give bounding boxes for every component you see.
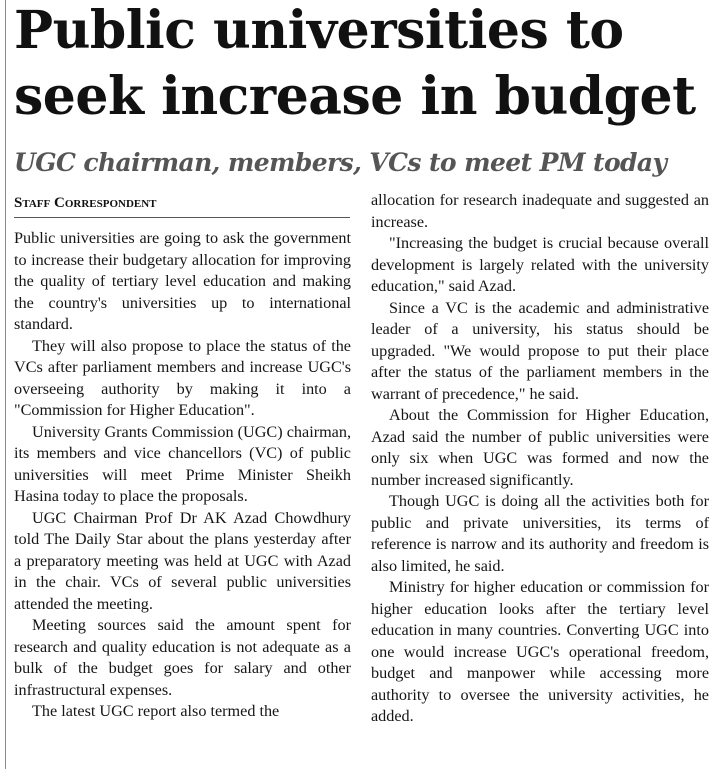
paragraph: Since a VC is the academic and administrative leader of a university, his status should be upgraded. "We would propose to put their place after the status of the parliament members in the warrant of precedence," he said. [371,298,709,403]
column-rule [5,0,6,769]
paragraph: The latest UGC report also termed the [32,702,280,720]
article-column-right [371,190,709,728]
byline-divider [14,217,350,218]
paragraph: "Increasing the budget is crucial because overall development is largely related with the university education," said Azad. [371,234,709,295]
headline: Public universities to seek increase in budget [14,0,696,127]
paragraph: University Grants Commission (UGC) chairman, its members and vice chancellors (VC) of public universities will meet Prime Minister Sheikh Hasina today to place the proposals. [14,422,351,505]
paragraph: About the Commission for Higher Education, Azad said the number of public universities were only six when UGC was formed and now the number increased significantly. [371,406,709,489]
paragraph: Though UGC is doing all the activities both for public and private universities, its terms of reference is narrow and its authority and freedom is also limited, he said. [371,492,709,575]
byline: Staff Correspondent [14,195,157,211]
article-column-left [14,228,351,723]
paragraph: Public universities are going to ask the government to increase their budgetary allocation for improving the quality of tertiary level education and making the country's universities up to international standard. [14,229,351,333]
paragraph: UGC Chairman Prof Dr AK Azad Chowdhury told The Daily Star about the plans yesterday after a preparatory meeting was held at UGC with Azad in the chair. VCs of several public universities attended the meeting. [14,508,351,613]
paragraph-continuation: allocation for research inadequate and suggested an increase. [371,191,709,231]
subheadline: UGC chairman, members, VCs to meet PM today [14,148,667,177]
paragraph: Meeting sources said the amount spent for research and quality education is not adequate as a bulk of the budget goes for salary and other infrastructural expenses. [14,616,351,699]
paragraph: Ministry for higher education or commission for higher education looks after the tertiary level education in many countries. Converting UGC into one would increase UGC's operational freedom, budget and manpower while accessing more authority to oversee the university activities, he added. [371,578,709,725]
paragraph: They will also propose to place the status of the VCs after parliament members and increase UGC's overseeing authority by making it into a "Commission for Higher Education". [14,336,351,419]
